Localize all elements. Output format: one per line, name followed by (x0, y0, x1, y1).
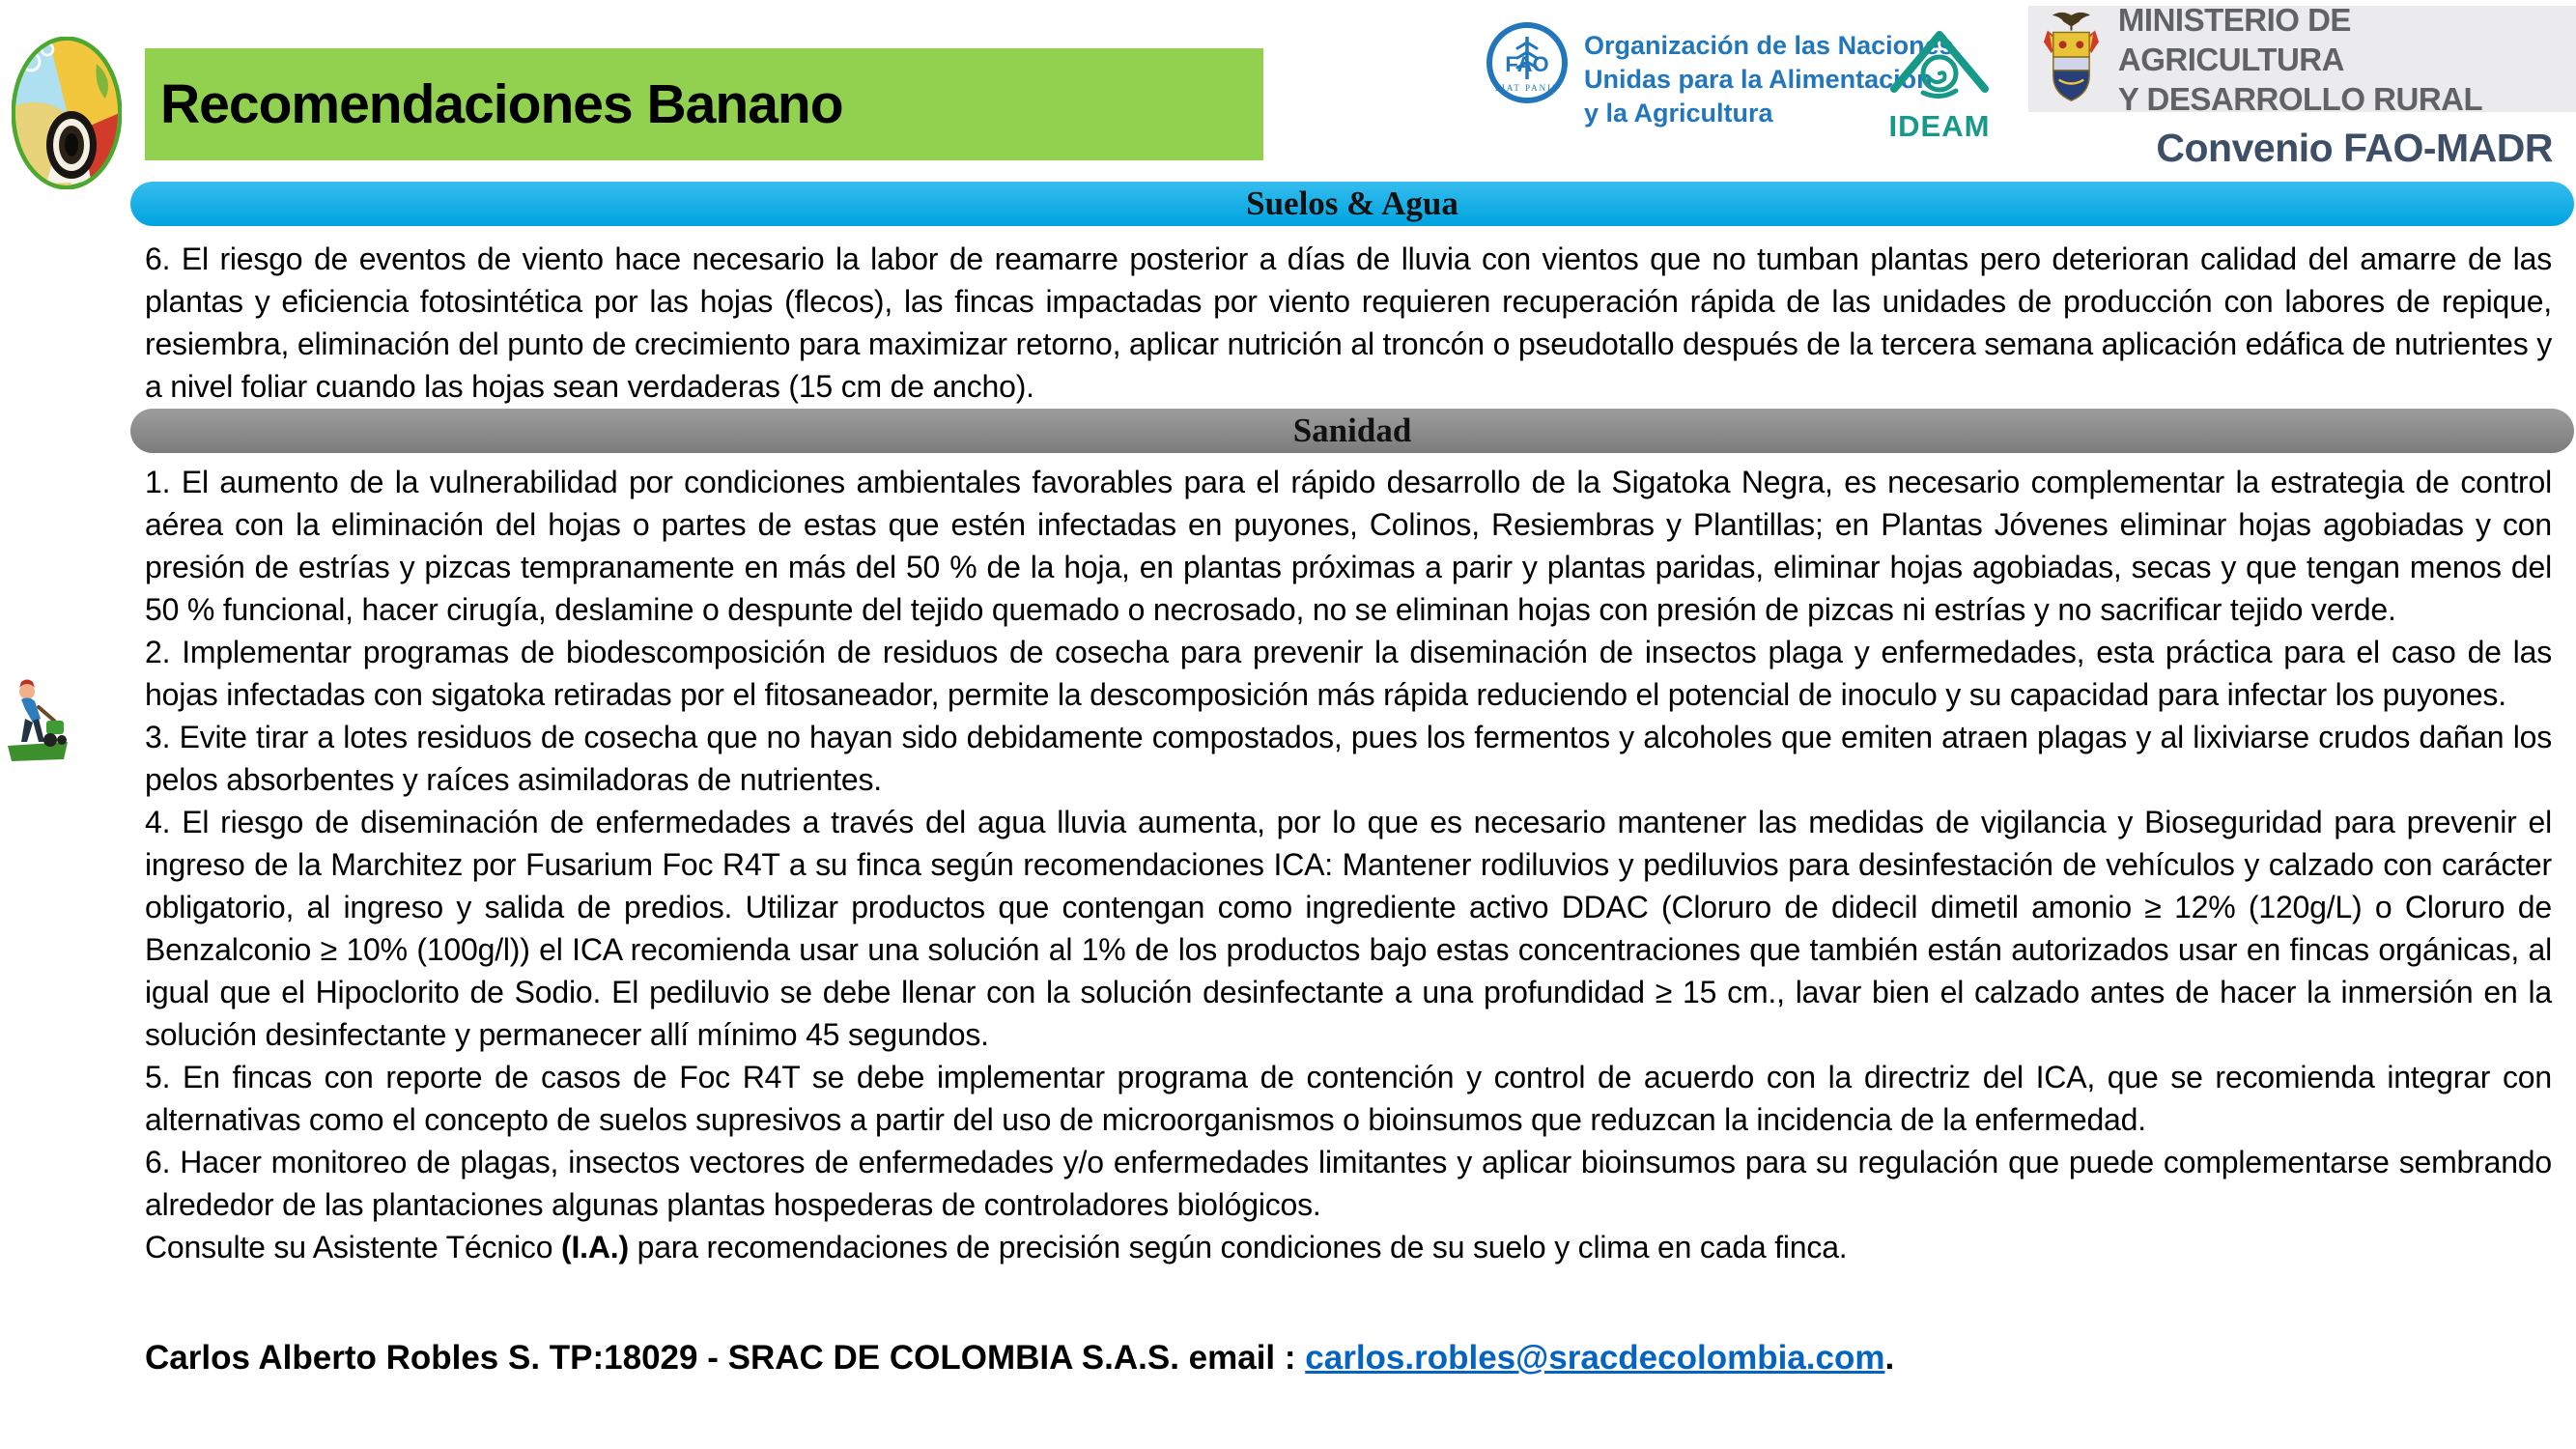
section-title: Suelos & Agua (1246, 185, 1458, 222)
madr-label-line: Y DESARROLLO RURAL (2117, 80, 2483, 117)
footer-contact-suffix: . (1884, 1339, 1895, 1377)
consult-note (145, 1226, 2552, 1268)
recommendation-paragraph: 6. El riesgo de eventos de viento hace necesario la labor de reamarre posterior a días de lluvia con vientos que no tumban plantas pero deterioran calidad del amarre de las plantas y eficiencia fotosintética por las hojas (flecos), las fincas impactadas por viento requieren recuperación rápida de las unidades de producción con labores de repique, resiembra, eliminación del punto de crecimiento para maximizar retorno, aplicar nutrición al troncón o pseudotallo después de la tercera semana aplicación edáfica de nutrientes y a nivel foliar cuando las hojas sean verdaderas (15 cm de ancho). (145, 242, 2552, 404)
ideam-logo-icon (1884, 25, 1995, 102)
recommendation-paragraph: 2. Implementar programas de biodescomposición de residuos de cosecha para prevenir la diseminación de insectos plaga y enfermedades, esta práctica para el caso de las hojas infectadas con sigatoka retiradas por el fitosaneador, permite la descomposición más rápida reduciendo el potencial de inoculo y su capacidad para infectar los puyones. (145, 635, 2552, 712)
ideam-logo (1882, 25, 1997, 144)
fao-text-line: y la Agricultura (1584, 99, 1773, 128)
mower-clipart-icon (6, 653, 70, 763)
consult-note-bold: (I.A.) (561, 1230, 629, 1264)
section-header-sanidad (130, 409, 2574, 453)
farm-logo-icon (12, 37, 122, 189)
footer-contact (145, 1339, 1894, 1378)
section-title: Sanidad (1292, 412, 1412, 449)
svg-text:FAO: FAO (1505, 52, 1549, 76)
page-title: Recomendaciones Banano (160, 73, 843, 135)
madr-label-line: MINISTERIO DE AGRICULTURA (2117, 1, 2351, 77)
convenio-label: Convenio FAO-MADR (2156, 126, 2553, 170)
recommendation-paragraph: 1. El aumento de la vulnerabilidad por condiciones ambientales favorables para el rápido desarrollo de la Sigatoka Negra, es necesario complementar la estrategia de control aérea con la eliminación del hojas o partes de estas que estén infectadas en puyones, Colinos, Resiembras y Plantillas; en Plantas Jóvenes eliminar hojas agobiadas y con presión de estrías y pizcas tempranamente en más del 50 % de la hoja, en plantas próximas a parir y plantas paridas, eliminar hojas agobiadas, secas y que tengan menos del 50 % funcional, hacer cirugía, deslamine o despunte del tejido quemado o necrosado, no se eliminan hojas con presión de pizcas ni estrías y no sacrificar tejido verde. (145, 465, 2552, 627)
footer-contact-text: Carlos Alberto Robles S. TP:18029 - SRAC DE COLOMBIA S.A.S. email : (145, 1339, 1306, 1377)
madr-logo (2028, 1, 2576, 117)
sanidad-content (145, 461, 2552, 1268)
suelos-agua-content (145, 238, 2552, 408)
fao-logo-icon (1486, 21, 1569, 104)
svg-text:FIAT PANIS: FIAT PANIS (1494, 83, 1560, 93)
consult-note-text: para recomendaciones de precisión según condiciones de su suelo y clima en cada finca. (628, 1230, 1848, 1264)
colombia-coat-of-arms-icon (2042, 11, 2101, 107)
recommendation-paragraph: 4. El riesgo de diseminación de enfermedades a través del agua lluvia aumenta, por lo que es necesario mantener las medidas de vigilancia y Bioseguridad para prevenir el ingreso de la Marchitez por Fusarium Foc R4T a su finca según recomendaciones ICA: Mantener rodiluvios y pediluvios para desinfestación de vehículos y calzado con carácter obligatorio, al ingreso y salida de predios. Utilizar productos que contengan como ingrediente activo DDAC (Cloruro de didecil dimetil amonio ≥ 12% (120g/L) o Cloruro de Benzalconio ≥ 10% (100g/l)) el ICA recomienda usar una solución al 1% de los productos bajo estas concentraciones que también están autorizados usar en fincas orgánicas, al igual que el Hipoclorito de Sodio. El pediluvio se debe llenar con la solución desinfectante a una profundidad ≥ 15 cm., lavar bien el calzado antes de hacer la inmersión en la solución desinfectante y permanecer allí mínimo 45 segundos. (145, 805, 2552, 1052)
madr-label (2118, 0, 2576, 119)
section-header-suelos-agua (130, 182, 2574, 226)
recommendation-paragraph: 5. En fincas con reporte de casos de Foc R4T se debe implementar programa de contención y control de acuerdo con la directriz del ICA, que se recomienda integrar con alternativas como el concepto de suelos supresivos a partir del uso de microorganismos o bioinsumos que reduzcan la incidencia de la enfermedad. (145, 1060, 2552, 1137)
email-link[interactable]: carlos.robles@sracdecolombia.com (1305, 1339, 1885, 1377)
fao-text-line: Unidas para la Alimentación (1584, 65, 1933, 94)
ideam-label: IDEAM (1888, 109, 1991, 143)
recommendation-paragraph: 6. Hacer monitoreo de plagas, insectos vectores de enfermedades y/o enfermedades limitantes y aplicar bioinsumos para su regulación que puede complementarse sembrando alrededor de las plantaciones algunas plantas hospederas de controladores biológicos. (145, 1145, 2552, 1222)
consult-note-text: Consulte su Asistente Técnico (145, 1230, 561, 1264)
recommendation-paragraph: 3. Evite tirar a lotes residuos de cosecha que no hayan sido debidamente compostados, pues los fermentos y alcoholes que emiten atraen plagas y al lixiviarse crudos dañan los pelos absorbentes y raíces asimiladoras de nutrientes. (145, 720, 2552, 797)
fao-text-line: Organización de las Naciones (1584, 31, 1954, 60)
title-banner (145, 48, 1263, 160)
